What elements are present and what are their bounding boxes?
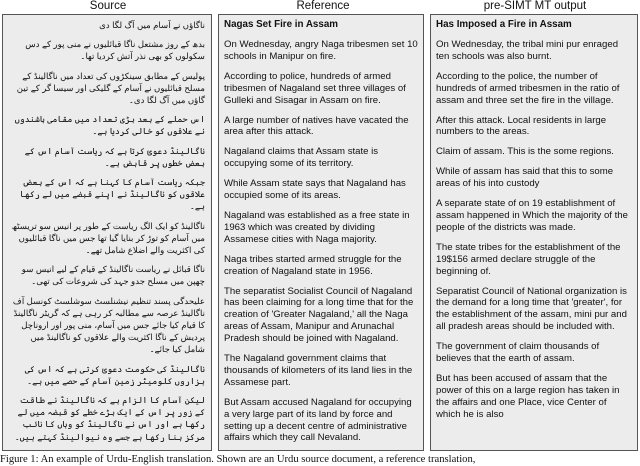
reference-header: Reference: [296, 0, 350, 12]
mt-paragraph-2: According to the police, the number of hundreds of armed tribesmen in the ratio of assam and three set the fire in the village.: [436, 70, 620, 106]
reference-title: Nagas Set Fire in Assam: [224, 19, 338, 30]
mt-output-title: Has Imposed a Fire in Assam: [436, 19, 572, 30]
mt-output-header: pre-SIMT MT output: [483, 0, 587, 12]
source-paragraph-11: لیکن آسام کا الزام ہے کہ ناگالینڈ نے طاقت کے زور پر اس کے ایک بڑے خطے کو قبضہ میں لے رکھا ہے اور اس نے ناگالینڈ کو وہاں کا نائب مرکز بنا رکھا ہے جسے وہ نیوالینڈ کہتے ہیں۔: [14, 395, 205, 442]
source-paragraph-2: بدھ کے روز مشتعل ناگا قبائلیوں نے منی پور کے دس سکولوں کو بھی نذر آتش کردیا تھا۔: [25, 39, 205, 62]
mt-paragraph-5: While of assam has said that this to some areas of his into custody: [436, 166, 614, 190]
reference-paragraph-8: The separatist Socialist Council of Nagaland has been claiming for a long time that for the creation of 'Greater Nagaland,' all the Naga areas of Assam, Manipur and Arunachal Pradesh should be joined with Nagaland.: [224, 285, 414, 345]
reference-paragraph-1: On Wednesday, angry Naga tribesmen set 10 schools in Manipur on fire.: [224, 39, 418, 62]
source-paragraph-8: ناگا قبائل نے ریاست ناگالینڈ کے قیام کے لیے انیس سو چھپن میں مسلح جدو جہد کی شروعات کی تھی۔: [21, 264, 205, 287]
source-paragraph-3: پولیس کے مطابق سینکڑوں کی تعداد میں ناگالینڈ کے مسلح قبائلیوں نے آسام کے گلیکی اور سیسا گر کے تین گاؤں میں آگ لگا دی۔: [16, 70, 205, 106]
source-paragraph-7: ناگالینڈ کو ایک الگ ریاست کے طور پر انیس سو تریسٹھ میں آسام کو توڑ کر بنایا گیا تھا جس میں ناگا قبائلیوں کی اکثریت والے اضلاع شامل تھے۔: [11, 220, 205, 256]
source-header: Source: [89, 0, 127, 12]
source-paragraph-1: ناگاؤں نے آسام میں آگ لگا دی: [99, 20, 205, 30]
mt-paragraph-4: Claim of assam. This is the some regions.: [436, 146, 614, 158]
reference-paragraph-5: While Assam state says that Nagaland has occupied some of its areas.: [224, 178, 406, 202]
mt-output-panel: [430, 14, 638, 451]
reference-panel: [218, 14, 424, 451]
mt-paragraph-10: But has been accused of assam that the power of this on a large region has taken in the affairs and one Place, vice Center of which he is also: [436, 372, 620, 420]
mt-paragraph-9: The government of claim thousands of believes that the earth of assam.: [436, 341, 600, 365]
source-panel: [2, 14, 212, 451]
reference-paragraph-10: But Assam accused Nagaland for occupying a very large part of its land by force and setting up a decent centre of administrative affairs which they call Nevaland.: [224, 396, 412, 444]
mt-paragraph-3: After this attack. Local residents in large numbers to the areas.: [436, 114, 607, 138]
source-paragraph-10: ناگالینڈ کی حکومت دعوئ کرتی ہے کہ اس کی ہزاروں کلومیٹر زمین آسام کے حصے میں ہے۔: [24, 363, 205, 386]
reference-paragraph-4: Nagaland claims that Assam state is occupying some of its territory.: [224, 146, 379, 170]
mt-paragraph-6: A separate state of on 19 establishment of assam happened in Which the majority of the people of the districts was made.: [436, 198, 628, 233]
source-paragraph-9: علیحدگی پسند تنظیم نیشنلسٹ سوشلسٹ کونسل آف ناگالینڈ عرصہ سے مطالبہ کر رہی ہے کہ گریٹر ناگالینڈ کا قیام کیا جائے جس میں آسام، منی پور اور اروناچل پردیش کے ناگا اکثریت والے علاقوں کو ناگالینڈ میں شامل کیا جائے۔: [12, 295, 205, 355]
reference-paragraph-3: A large number of natives have vacated the area after this attack.: [224, 114, 409, 138]
mt-paragraph-8: Separatist Council of National organization is the demand for a long time that 'greater', for the establishment of the assam, mini pur and all pradesh areas should be included with.: [436, 285, 627, 333]
source-paragraph-4: اس حملے کے بعد بڑی تعداد میں مقامی باشندوں نے علاقوں کو خالی کردیا ہے۔: [14, 114, 205, 137]
mt-paragraph-1: On Wednesday, the tribal mini pur enraged ten schools was also burnt.: [436, 39, 619, 62]
reference-paragraph-9: The Nagaland government claims that thousands of kilometers of its land lies in the Assamese part.: [224, 353, 413, 388]
reference-paragraph-6: Nagaland was established as a free state in 1963 which was created by dividing Assamese cities with Naga majority.: [224, 209, 410, 245]
reference-paragraph-2: According to police, hundreds of armed tribesmen of Nagaland set three villages of Gulleki and Sisagar in Assam on fire.: [224, 70, 406, 106]
reference-paragraph-7: Naga tribes started armed struggle for the creation of Nagaland state in 1956.: [224, 253, 402, 277]
source-paragraph-5: ناگالینڈ دعوئ کرتا ہے کہ ریاست آسام اس کے بعض خطوں پر قابض ہے۔: [24, 145, 205, 168]
figure-caption: Figure 1: An example of Urdu-English translation. Shown are an Urdu source document, a reference translation,: [0, 454, 476, 465]
mt-paragraph-7: The state tribes for the establishment of the 19$156 armed declare struggle of the beginning of.: [436, 241, 621, 277]
source-paragraph-6: جبکہ ریاست آسام کا کہنا ہے کہ اس کے بعض علاقوں کو ناگالینڈ نے اپنے قبضے میں لے رکھا ہے۔: [19, 177, 205, 212]
